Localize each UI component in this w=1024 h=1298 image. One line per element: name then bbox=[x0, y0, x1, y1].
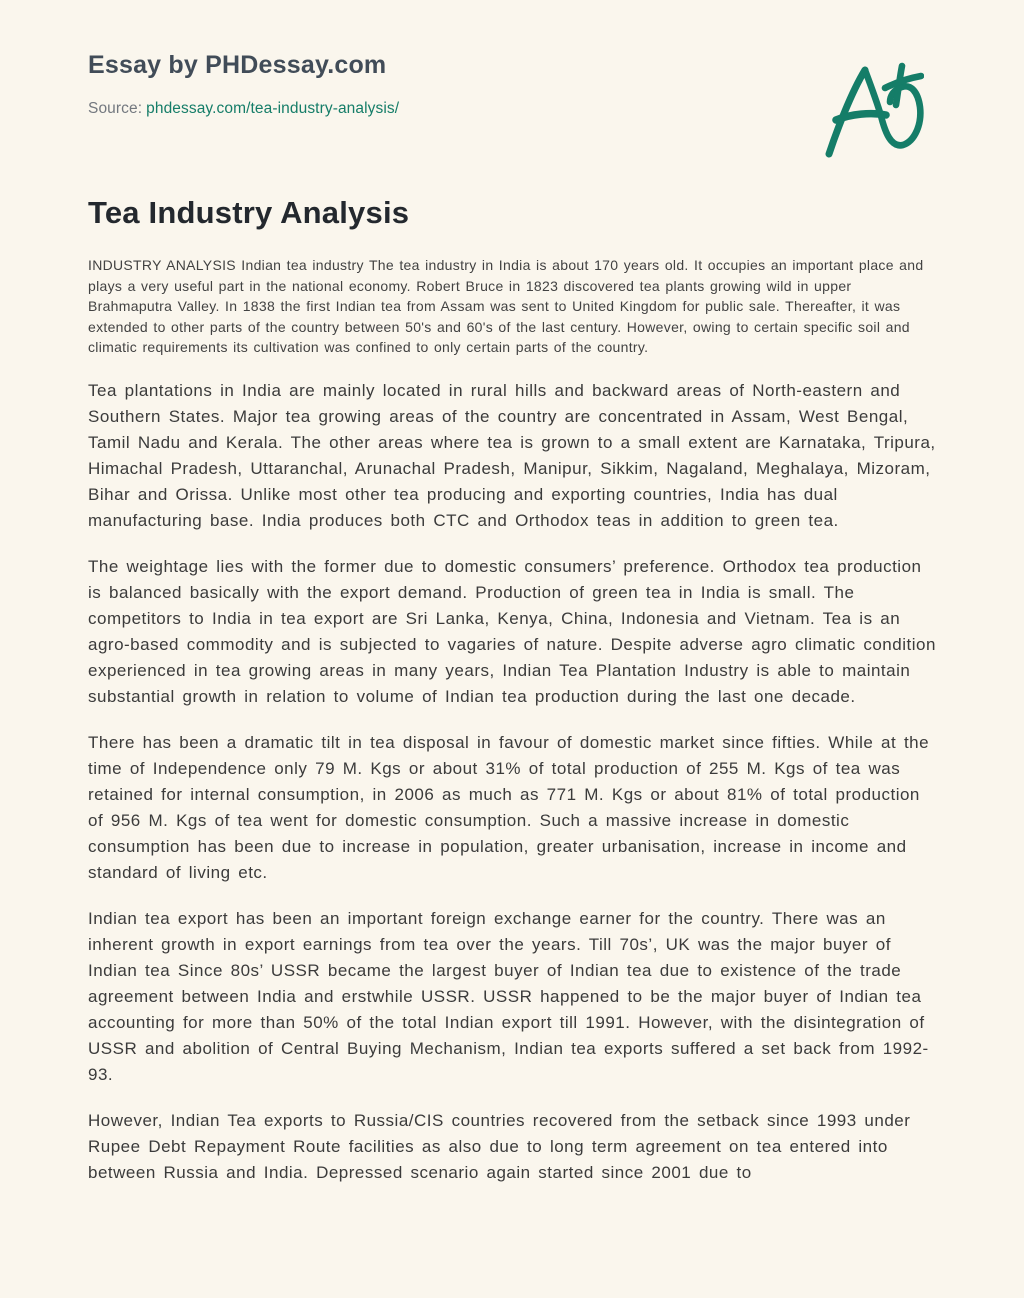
content-column bbox=[88, 0, 936, 1186]
essay-paragraph-3: There has been a dramatic tilt in tea disposal in favour of domestic market since fifties. While at the time of Independence only 79 M. Kgs or about 31% of total production of 255 M. Kgs of tea was retained for internal consumption, in 2006 as much as 771 M. Kgs or about 81% of total production of 956 M. Kgs of tea went for domestic consumption. Such a massive increase in domestic consumption has been due to increase in population, greater urbanisation, increase in income and standard of living etc. bbox=[88, 732, 930, 882]
page-header bbox=[88, 50, 936, 119]
source-link[interactable]: phdessay.com/tea-industry-analysis/ bbox=[146, 100, 400, 117]
source-label: Source: bbox=[88, 100, 143, 117]
source-row bbox=[88, 99, 936, 119]
a-plus-logo-icon bbox=[824, 62, 924, 158]
essay-paragraph-5-truncated: However, Indian Tea exports to Russia/CIS countries recovered from the setback since 1993 under Rupee Debt Repayment Route facilities as also due to long term agreement on tea entered into between Russia and India. Depressed scenario again started since 2001 due to bbox=[88, 1110, 911, 1182]
lead-paragraph: INDUSTRY ANALYSIS Indian tea industry The tea industry in India is about 170 years old. It occupies an important place and plays a very useful part in the national economy. Robert Bruce in 1823 discovered tea plants growing wild in upper Brahmaputra Valley. In 1838 the first Indian tea from Assam was sent to United Kingdom for public sale. Thereafter, it was extended to other parts of the country between 50's and 60's of the last century. However, owing to certain specific soil and climatic requirements its cultivation was confined to only certain parts of the country. bbox=[88, 257, 924, 355]
essay-title: Tea Industry Analysis bbox=[88, 195, 410, 230]
essay-paragraph-2: The weightage lies with the former due to domestic consumers’ preference. Orthodox tea production is balanced basically with the export demand. Production of green tea in India is small. The competitors to India in tea export are Sri Lanka, Kenya, China, Indonesia and Vietnam. Tea is an agro-based commodity and is subjected to vagaries of nature. Despite adverse agro climatic condition experienced in tea growing areas in many years, Indian Tea Plantation Industry is able to maintain substantial growth in relation to volume of Indian tea production during the last one decade. bbox=[88, 556, 936, 706]
essay-paragraph-4: Indian tea export has been an important foreign exchange earner for the country. There was an inherent growth in export earnings from tea over the years. Till 70s’, UK was the major buyer of Indian tea Since 80s’ USSR became the largest buyer of Indian tea due to existence of the trade agreement between India and erstwhile USSR. USSR happened to be the major buyer of Indian tea accounting for more than 50% of the total Indian export till 1991. However, with the disintegration of USSR and abolition of Central Buying Mechanism, Indian tea exports suffered a set back from 1992-93. bbox=[88, 908, 929, 1084]
header-title: Essay by PHDessay.com bbox=[88, 51, 387, 79]
essay-paragraph-1: Tea plantations in India are mainly located in rural hills and backward areas of North-eastern and Southern States. Major tea growing areas of the country are concentrated in Assam, West Bengal, Tamil Nadu and Kerala. The other areas where tea is grown to a small extent are Karnataka, Tripura, Himachal Pradesh, Uttaranchal, Arunachal Pradesh, Manipur, Sikkim, Nagaland, Meghalaya, Mizoram, Bihar and Orissa. Unlike most other tea producing and exporting countries, India has dual manufacturing base. India produces both CTC and Orthodox teas in addition to green tea. bbox=[88, 380, 936, 530]
